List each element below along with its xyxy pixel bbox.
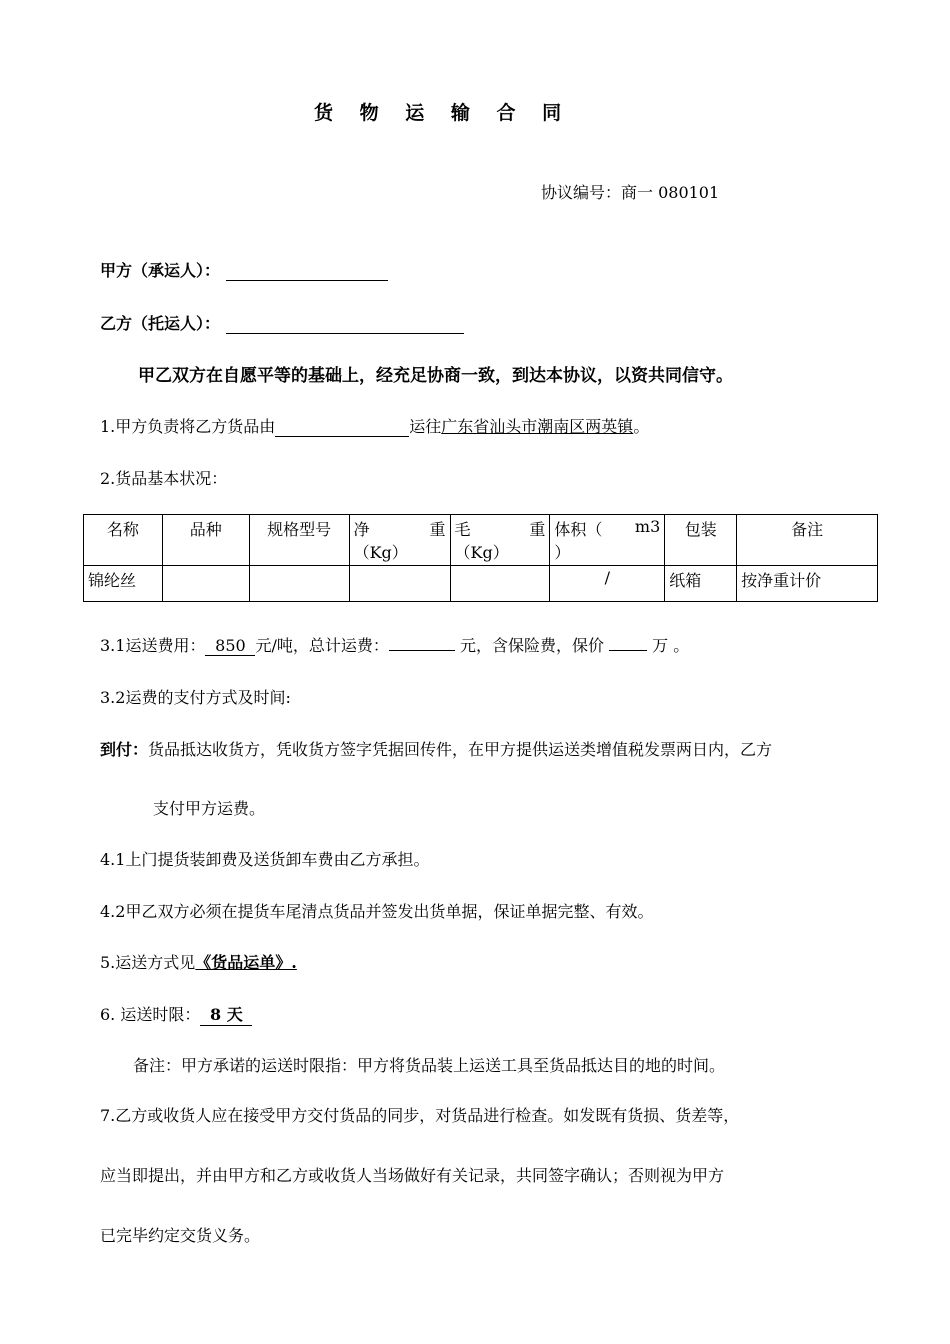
clause-3-2: 3.2运费的支付方式及时间: <box>100 688 291 707</box>
intro-statement: 甲乙双方在自愿平等的基础上，经充足协商一致，到达本协议，以资共同信守。 <box>138 366 733 386</box>
clause-7-line-1: 7.乙方或收货人应在接受甲方交付货品的同步，对货品进行检查。如发既有货损、货差等， <box>100 1106 740 1125</box>
delivery-days: 8 天 <box>200 1002 252 1026</box>
cell-variety <box>162 566 249 602</box>
clause-2: 2.货品基本状况： <box>100 469 228 488</box>
payment-line-1 <box>100 737 772 760</box>
document-title: 货 物 运 输 合 同 <box>314 102 572 124</box>
goods-table <box>83 514 878 602</box>
payment-line-2: 支付甲方运费。 <box>153 799 266 818</box>
clause-1-end: 。 <box>633 417 650 436</box>
table-header-row <box>84 515 878 566</box>
clause-3-1-prefix: 3.1运送费用： <box>100 636 206 655</box>
clause-1 <box>100 414 649 437</box>
payment-label: 到付： <box>100 740 149 759</box>
cell-spec <box>249 566 349 602</box>
party-a-label: 甲方（承运人）： <box>100 261 221 280</box>
clause-3-1-end: 万 。 <box>652 636 690 655</box>
header-volume: 体积（ m3 ） <box>550 515 665 566</box>
clause-7-line-2: 应当即提出，并由甲方和乙方或收货人当场做好有关记录，共同签字确认；否则视为甲方 <box>100 1166 725 1185</box>
header-spec: 规格型号 <box>249 515 349 566</box>
destination: 广东省汕头市潮南区两英镇 <box>441 417 634 436</box>
clause-6 <box>100 1002 252 1026</box>
clause-7-line-3: 已完毕约定交货义务。 <box>100 1226 261 1245</box>
clause-3-1 <box>100 633 689 656</box>
header-variety: 品种 <box>162 515 249 566</box>
clause-1-mid: 运往 <box>409 417 442 436</box>
price-value[interactable]: 850 <box>205 636 255 656</box>
clause-1-prefix: 1.甲方负责将乙方货品由 <box>100 417 276 436</box>
header-name: 名称 <box>84 515 163 566</box>
agreement-number: 协议编号：商一 080101 <box>541 183 720 202</box>
cell-name: 锦纶丝 <box>84 566 163 602</box>
cell-net <box>349 566 450 602</box>
header-packaging: 包装 <box>665 515 737 566</box>
clause-5 <box>100 950 297 973</box>
party-b-line <box>100 311 464 334</box>
clause-4-1: 4.1上门提货装卸费及送货卸车费由乙方承担。 <box>100 850 430 869</box>
clause-4-2: 4.2甲乙双方必须在提货车尾清点货品并签发出货单据，保证单据完整、有效。 <box>100 902 654 921</box>
header-gross-weight: 毛 重 （Kg） <box>450 515 550 566</box>
total-freight-blank[interactable] <box>389 650 455 651</box>
party-b-label: 乙方（托运人）： <box>100 314 221 333</box>
clause-3-1-unit: 元/吨，总计运费： <box>255 636 389 655</box>
clause-5-prefix: 5.运送方式见 <box>100 953 196 972</box>
waybill-reference: 《货品运单》. <box>195 953 297 972</box>
note: 备注：甲方承诺的运送时限指：甲方将货品装上运送工具至货品抵达目的地的时间。 <box>133 1056 726 1075</box>
payment-text: 货品抵达收货方，凭收货方签字凭据回传件，在甲方提供运送类增值税发票两日内，乙方 <box>148 740 773 759</box>
cell-volume: / <box>550 566 665 602</box>
header-net-weight: 净 重 （Kg） <box>349 515 450 566</box>
party-a-blank[interactable] <box>226 262 388 281</box>
table-row <box>84 566 878 602</box>
clause-6-prefix: 6. 运送时限： <box>100 1005 201 1024</box>
clause-3-1-rest: 元，含保险费，保价 <box>459 636 604 655</box>
header-remark: 备注 <box>737 515 878 566</box>
cell-gross <box>450 566 550 602</box>
cell-remark: 按净重计价 <box>737 566 878 602</box>
cell-packaging: 纸箱 <box>665 566 737 602</box>
party-a-line <box>100 258 388 281</box>
origin-blank[interactable] <box>275 417 409 437</box>
party-b-blank[interactable] <box>226 315 464 334</box>
insured-value-blank[interactable] <box>609 650 647 651</box>
